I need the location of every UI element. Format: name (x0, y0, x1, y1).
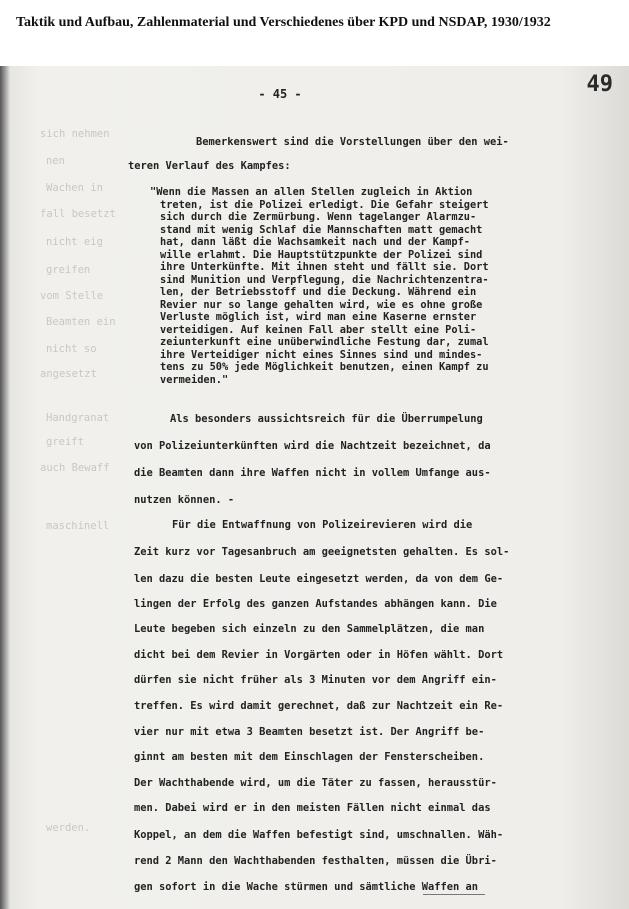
text-line: Bemerkenswert sind die Vorstellungen über den wei- (196, 136, 509, 148)
bleed-through-text: nicht eig (46, 236, 103, 248)
text-line: Revier nur so lange gehalten wird, wie es ohne große (160, 298, 483, 311)
text-line: teren Verlauf des Kampfes: (128, 160, 291, 172)
text-line: von Polizeiunterkünften wird die Nachtzeit bezeichnet, da (134, 440, 491, 452)
text-line: tens zu 50% jede Möglichkeit benutzen, einen Kampf zu (160, 361, 489, 373)
text-line: stand mit wenig Schlaf die Mannschaften matt gemacht (160, 223, 483, 236)
text-line: ihre Unterkünfte. Mit ihnen steht und fällt sie. Dort (160, 261, 489, 273)
text-line: treffen. Es wird damit gerechnet, daß zur Nachtzeit ein Re- (134, 700, 504, 712)
text-line: rend 2 Mann den Wachthabenden festhalten, müssen die Übri- (134, 855, 497, 867)
bleed-through-text: Wachen in (46, 182, 103, 194)
archive-header (0, 0, 629, 64)
text-line: "Wenn die Massen an allen Stellen zugleich in Aktion (150, 186, 473, 198)
text-line: ginnt am besten mit dem Einschlagen der Fensterscheiben. (134, 751, 485, 763)
text-line: Verluste möglich ist, wird man eine Kaserne ernster (160, 311, 477, 323)
stamp-mark (423, 886, 485, 895)
bleed-through-text: auch Bewaff (40, 462, 110, 474)
text-line: Für die Entwaffnung von Polizeirevieren wird die (172, 519, 473, 531)
text-line: vermeiden." (160, 373, 229, 386)
text-line: Als besonders aussichtsreich für die Überrumpelung (170, 413, 483, 425)
text-line: vier nur mit etwa 3 Beamten besetzt ist. Der Angriff be- (134, 726, 485, 738)
bleed-through-text: angesetzt (40, 368, 97, 380)
bleed-through-text: nicht so (46, 343, 97, 355)
folio-number: 49 (586, 72, 613, 97)
text-line: wille erlahmt. Die Hauptstützpunkte der Polizei sind (160, 248, 483, 261)
text-line: dürfen sie nicht früher als 3 Minuten vor dem Angriff ein- (134, 674, 497, 686)
bleed-through-text: sich nehmen (40, 128, 110, 140)
text-line: sich durch die Zermürbung. Wenn tagelanger Alarmzu- (160, 211, 477, 223)
document-title: Taktik und Aufbau, Zahlenmaterial und Verschiedenes über KPD und NSDAP, 1930/1932 (16, 15, 551, 30)
text-line: len, der Betriebsstoff und die Deckung. Während ein (160, 286, 477, 298)
text-line: men. Dabei wird er in den meisten Fällen nicht einmal das (134, 802, 491, 814)
page-number: - 45 - (258, 87, 302, 101)
bleed-through-text: Beamten ein (46, 316, 116, 328)
bleed-through-text: greifen (46, 264, 91, 276)
text-line: Zeit kurz vor Tagesanbruch am geeignetsten gehalten. Es sol- (134, 546, 510, 558)
text-line: treten, ist die Polizei erledigt. Die Gefahr steigert (160, 198, 489, 211)
bleed-through-text: werden. (46, 822, 91, 834)
text-line: die Beamten dann ihre Waffen nicht in vollem Umfange aus- (134, 467, 491, 479)
text-line: Leute begeben sich einzeln zu den Sammelplätzen, die man (134, 623, 485, 635)
bleed-through-text: Handgranat (46, 412, 110, 424)
text-line: Der Wachthabende wird, um die Täter zu fassen, herausstür- (134, 777, 497, 789)
text-line: sind Munition und Verpflegung, die Nachrichtenzentra- (160, 273, 489, 286)
text-line: Koppel, an dem die Waffen befestigt sind, umschnallen. Wäh- (134, 829, 504, 841)
text-line: gen sofort in die Wache stürmen und sämtliche Waffen an (134, 881, 479, 893)
text-line: verteidigen. Auf keinen Fall aber stellt eine Poli- (160, 323, 477, 336)
bleed-through-text: vom Stelle (40, 290, 104, 302)
bleed-through-text: nen (46, 155, 65, 167)
text-line: len dazu die besten Leute eingesetzt werden, da von dem Ge- (134, 573, 504, 585)
text-line: dicht bei dem Revier in Vorgärten oder in Höfen wählt. Dort (134, 649, 504, 661)
text-line: nutzen können. - (134, 494, 235, 506)
text-line: hat, dann läßt die Wachsamkeit nach und der Kampf- (160, 236, 470, 248)
bleed-through-text: maschinell (46, 520, 110, 532)
page-edge-shadow (0, 66, 10, 909)
bleed-through-text: greift (46, 436, 84, 448)
text-line: ihre Verteidiger nicht eines Sinnes sind und mindes- (160, 348, 483, 361)
bleed-through-text: fall besetzt (40, 208, 116, 220)
text-line: zeiunterkunft eine unüberwindliche Festung dar, zumal (160, 336, 489, 348)
text-line: lingen der Erfolg des ganzen Aufstandes abhängen kann. Die (134, 598, 497, 610)
